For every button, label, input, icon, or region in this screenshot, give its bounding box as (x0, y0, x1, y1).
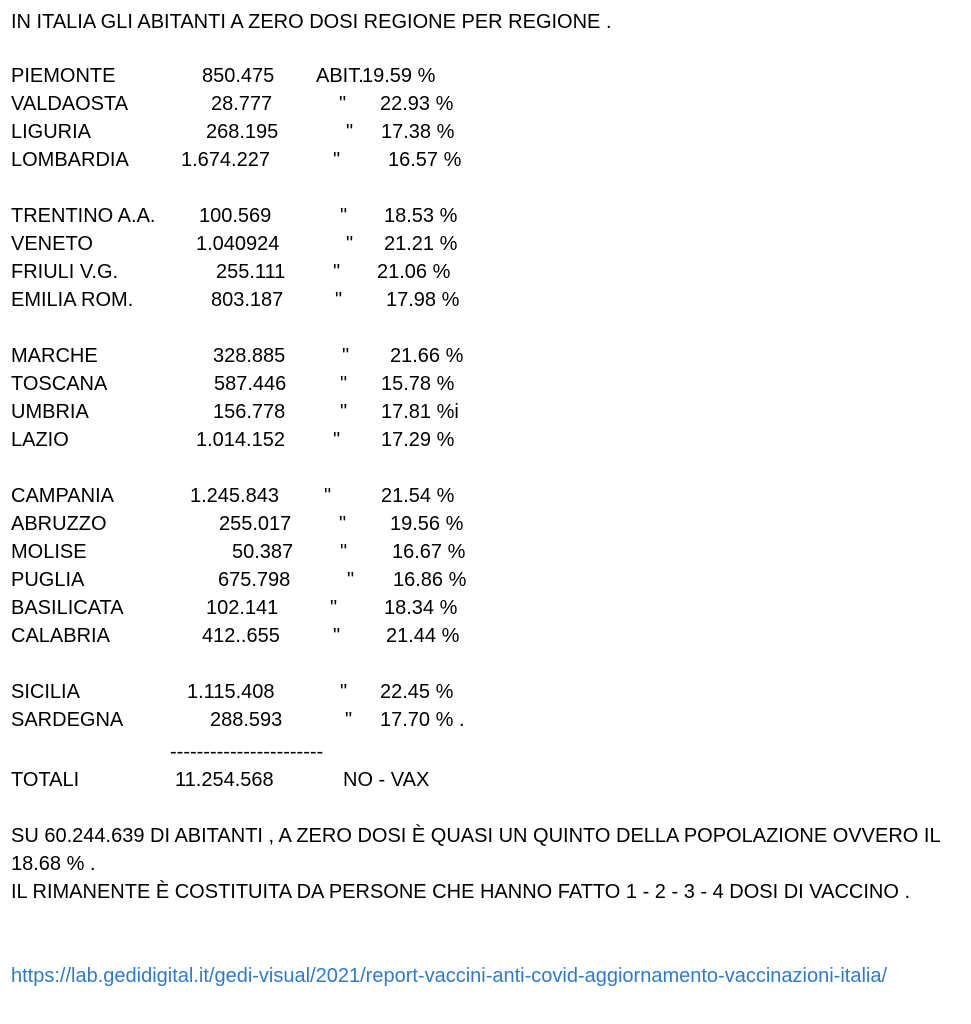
region-unit: ABIT. (316, 65, 364, 87)
region-unit: " (346, 233, 354, 255)
region-count: 1.040924 (196, 233, 280, 255)
region-name: SICILIA (11, 681, 80, 703)
separator-line: ----------------------- (170, 741, 324, 763)
region-name: LAZIO (11, 429, 69, 451)
region-percent: 21.66 % (390, 345, 464, 367)
region-percent: 18.34 % (384, 597, 458, 619)
region-percent: 17.29 % (381, 429, 455, 451)
region-percent: 17.70 % . (380, 709, 465, 731)
region-name: SARDEGNA (11, 709, 124, 731)
region-unit: " (342, 345, 350, 367)
totals-note: NO - VAX (343, 769, 430, 791)
totals-label: TOTALI (11, 769, 80, 791)
region-unit: " (340, 373, 348, 395)
region-count: 1.014.152 (196, 429, 285, 451)
totals-count: 11.254.568 (175, 769, 274, 791)
region-count: 102.141 (206, 597, 279, 619)
region-percent: 17.81 %i (381, 401, 459, 423)
region-unit: " (333, 261, 341, 283)
region-unit: " (333, 625, 341, 647)
region-name: FRIULI V.G. (11, 261, 119, 283)
region-unit: " (340, 205, 348, 227)
region-percent: 19.59 % (362, 65, 436, 87)
region-name: UMBRIA (11, 401, 89, 423)
region-count: 268.195 (206, 121, 279, 143)
region-count: 803.187 (211, 289, 284, 311)
region-count: 1.245.843 (190, 485, 279, 507)
region-unit: " (340, 401, 348, 423)
region-name: PUGLIA (11, 569, 85, 591)
region-name: VENETO (11, 233, 93, 255)
region-percent: 16.67 % (392, 541, 466, 563)
region-unit: " (339, 513, 347, 535)
region-percent: 18.53 % (384, 205, 458, 227)
region-count: 1.115.408 (187, 681, 275, 703)
region-unit: " (333, 429, 341, 451)
region-count: 100.569 (199, 205, 272, 227)
region-name: MARCHE (11, 345, 98, 367)
region-percent: 17.98 % (386, 289, 460, 311)
region-percent: 15.78 % (381, 373, 455, 395)
region-count: 587.446 (214, 373, 287, 395)
region-count: 50.387 (232, 541, 294, 563)
region-unit: " (333, 149, 341, 171)
region-count: 255.111 (216, 261, 286, 283)
region-percent: 21.54 % (381, 485, 455, 507)
region-count: 850.475 (202, 65, 275, 87)
region-name: CALABRIA (11, 625, 110, 647)
region-count: 156.778 (213, 401, 286, 423)
source-link[interactable]: https://lab.gedidigital.it/gedi-visual/2021/report-vaccini-anti-covid-aggiornamento-vaccinazioni-italia/ (11, 965, 888, 987)
region-percent: 21.44 % (386, 625, 460, 647)
region-name: CAMPANIA (11, 485, 114, 507)
page-title: IN ITALIA GLI ABITANTI A ZERO DOSI REGIONE PER REGIONE . (11, 11, 612, 33)
region-unit: " (330, 597, 338, 619)
region-name: MOLISE (11, 541, 87, 563)
region-unit: " (345, 709, 353, 731)
region-unit: " (346, 121, 354, 143)
region-percent: 16.57 % (388, 149, 462, 171)
region-unit: " (335, 289, 343, 311)
region-percent: 17.38 % (381, 121, 455, 143)
region-unit: " (324, 485, 332, 507)
region-percent: 16.86 % (393, 569, 467, 591)
region-count: 675.798 (218, 569, 291, 591)
region-count: 255.017 (219, 513, 292, 535)
region-count: 1.674.227 (181, 149, 270, 171)
region-name: TOSCANA (11, 373, 108, 395)
region-count: 412..655 (202, 625, 280, 647)
region-count: 288.593 (210, 709, 283, 731)
region-percent: 21.06 % (377, 261, 451, 283)
region-unit: " (347, 569, 355, 591)
region-name: LIGURIA (11, 121, 92, 143)
region-name: ABRUZZO (11, 513, 107, 535)
region-unit: " (340, 541, 348, 563)
region-percent: 21.21 % (384, 233, 458, 255)
region-unit: " (339, 93, 347, 115)
footer-summary: SU 60.244.639 DI ABITANTI , A ZERO DOSI È QUASI UN QUINTO DELLA POPOLAZIONE OVVERO IL 18.68 % . (11, 825, 940, 875)
region-name: TRENTINO A.A. (11, 205, 156, 227)
region-count: 328.885 (213, 345, 286, 367)
region-name: PIEMONTE (11, 65, 116, 87)
region-name: BASILICATA (11, 597, 124, 619)
region-percent: 22.45 % (380, 681, 454, 703)
region-name: LOMBARDIA (11, 149, 129, 171)
region-count: 28.777 (211, 93, 273, 115)
region-name: EMILIA ROM. (11, 289, 134, 311)
footer-remainder: IL RIMANENTE È COSTITUITA DA PERSONE CHE HANNO FATTO 1 - 2 - 3 - 4 DOSI DI VACCINO . (11, 881, 911, 903)
region-percent: 22.93 % (380, 93, 454, 115)
region-percent: 19.56 % (390, 513, 464, 535)
region-name: VALDAOSTA (11, 93, 129, 115)
region-unit: " (340, 681, 348, 703)
